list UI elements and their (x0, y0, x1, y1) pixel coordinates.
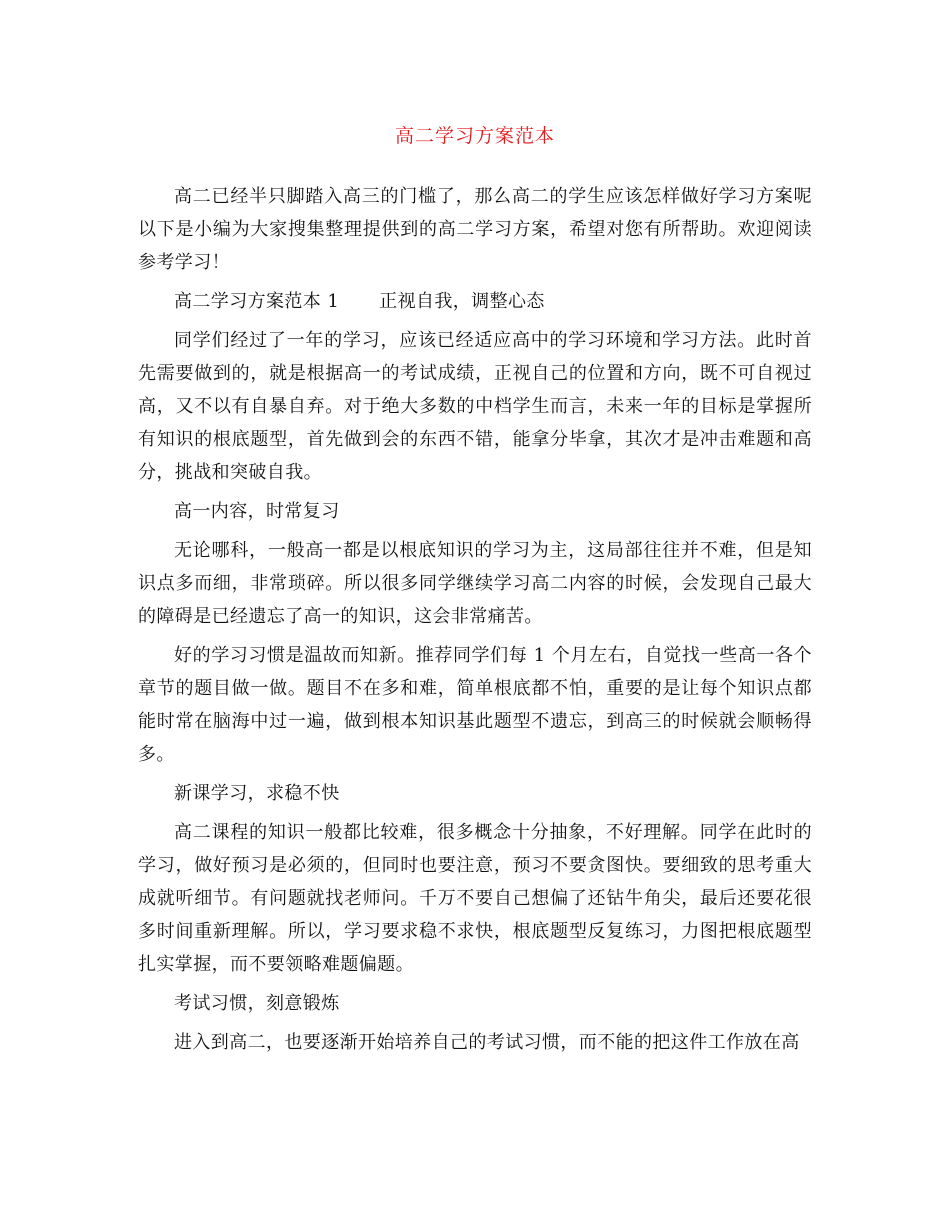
section-heading (138, 285, 812, 318)
body-paragraph: 好的学习习惯是温故而知新。推荐同学们每 1 个月左右，自觉找一些高一各个章节的题目做一做。题目不在多和难，简单根底都不怕，重要的是让每个知识点都能时常在脑海中过一遍，做到根本知识基此题型不遗忘，到高三的时候就会顺畅得多。 (138, 645, 812, 765)
body-paragraph: 同学们经过了一年的学习，应该已经适应高中的学习环境和学习方法。此时首先需要做到的，就是根据高一的考试成绩，正视自己的位置和方向，既不可自视过高，又不以有自暴自弃。对于绝大多数的中档学生而言，未来一年的目标是掌握所有知识的根底题型，首先做到会的东西不错，能拿分毕拿，其次才是冲击难题和高分，挑战和突破自我。 (138, 330, 812, 483)
document-body (138, 180, 812, 1059)
document-title: 高二学习方案范本 (394, 125, 555, 147)
intro-paragraph: 高二已经半只脚踏入高三的门槛了，那么高二的学生应该怎样做好学习方案呢以下是小编为大家搜集整理提供到的高二学习方案，希望对您有所帮助。欢迎阅读参考学习！ (138, 186, 812, 273)
body-paragraph: 无论哪科，一般高一都是以根底知识的学习为主，这局部往往并不难，但是知识点多而细，非常琐碎。所以很多同学继续学习高二内容的时候，会发现自己最大的障碍是已经遗忘了高一的知识，这会非常痛苦。 (138, 540, 812, 627)
section-heading-subtitle: 正视自我，调整心态 (379, 291, 545, 312)
subheading-review: 高一内容，时常复习 (174, 501, 340, 522)
body-paragraph: 进入到高二，也要逐渐开始培养自己的考试习惯，而不能的把这件工作放在高 (174, 1032, 800, 1053)
body-paragraph: 高二课程的知识一般都比较难，很多概念十分抽象，不好理解。同学在此时的学习，做好预习是必须的，但同时也要注意，预习不要贪图快。要细致的思考重大成就听细节。有问题就找老师问。千万不要自己想偏了还钻牛角尖，最后还要花很多时间重新理解。所以，学习要求稳不求快，根底题型反复练习，力图把根底题型扎实掌握，而不要领略难题偏题。 (138, 822, 812, 975)
subheading-new-lessons: 新课学习，求稳不快 (174, 783, 340, 804)
section-heading-title: 高二学习方案范本 1 (174, 291, 340, 312)
subheading-exam-habits: 考试习惯，刻意锻炼 (174, 993, 340, 1014)
